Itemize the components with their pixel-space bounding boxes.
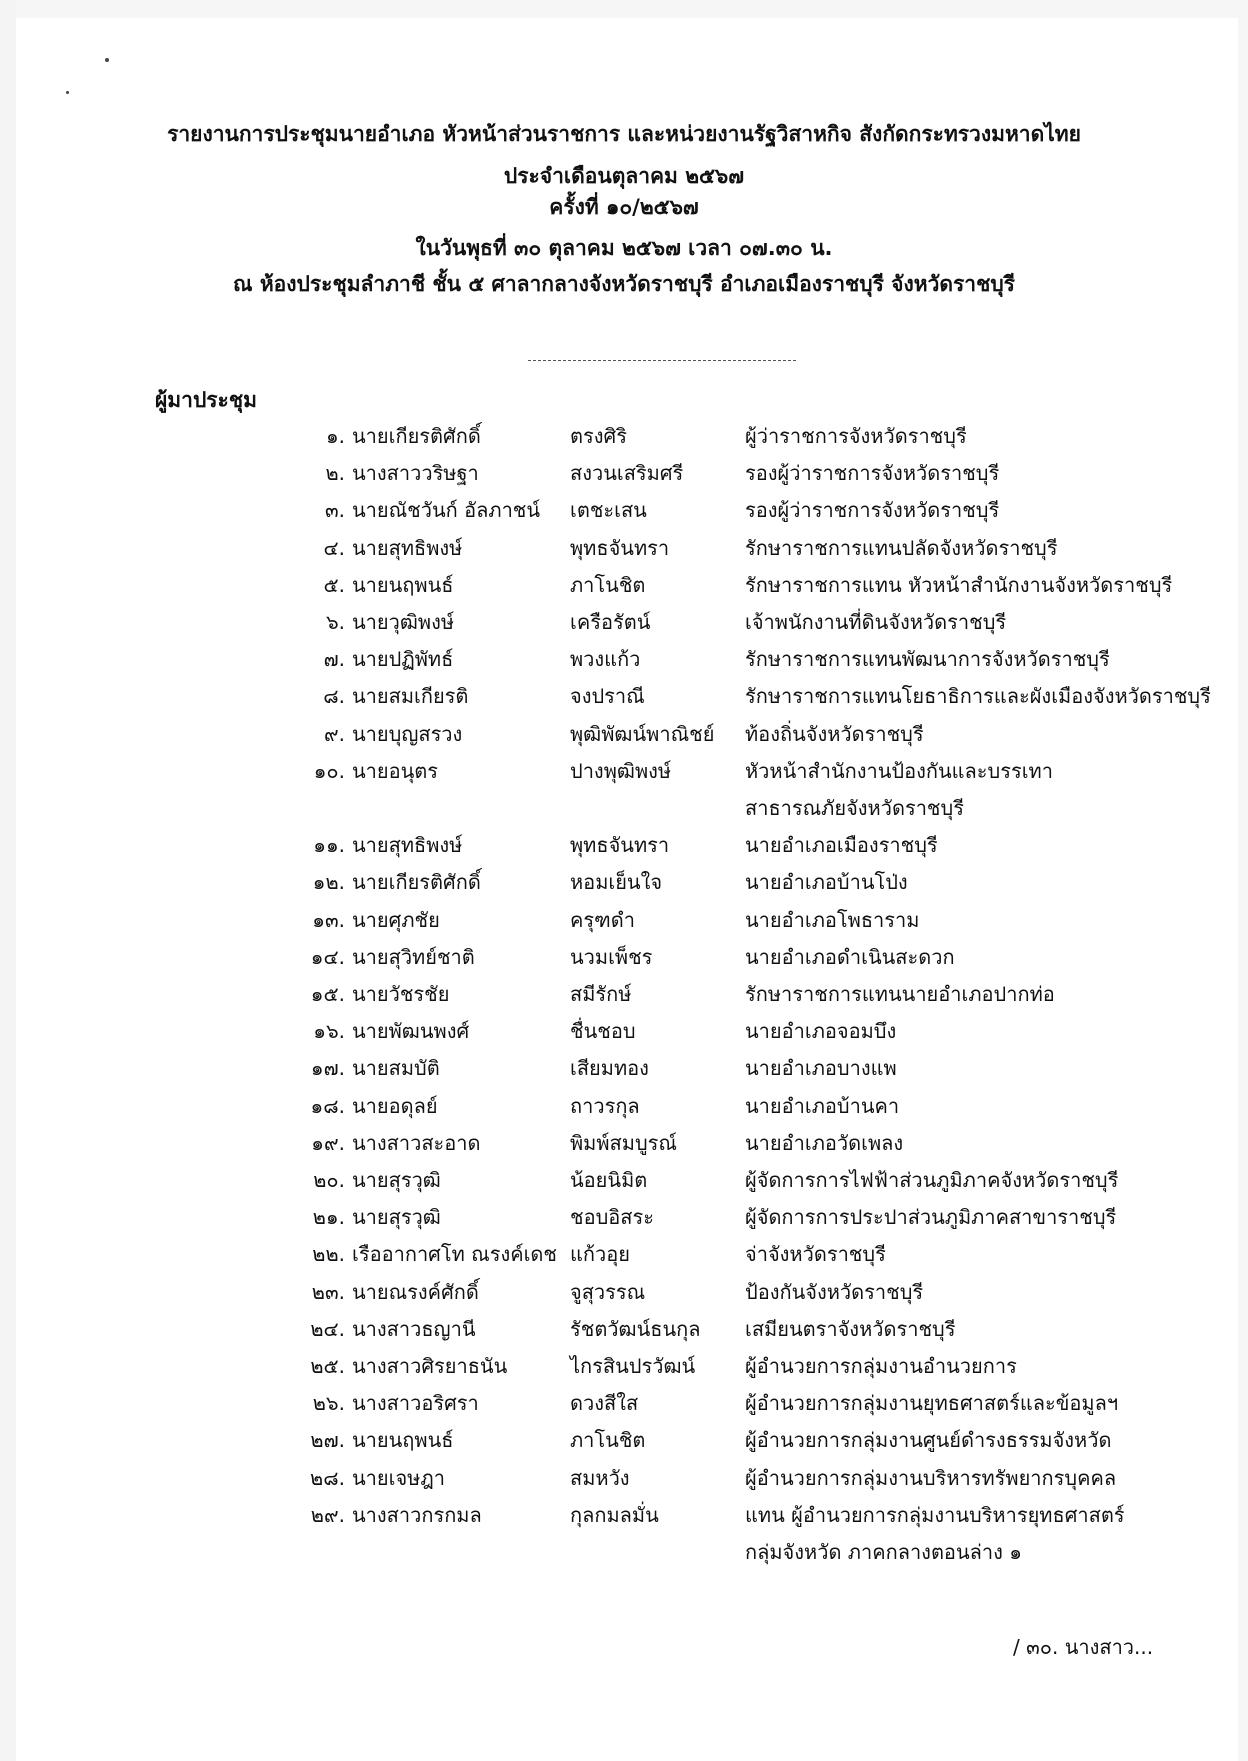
attendee-name: นายสุทธิพงษ์ bbox=[352, 833, 463, 858]
attendee-position: ท้องถิ่นจังหวัดราชบุรี bbox=[745, 721, 924, 746]
attendee-position: ผู้จัดการการไฟฟ้าส่วนภูมิภาคจังหวัดราชบุรี bbox=[745, 1168, 1119, 1192]
list-item bbox=[0, 976, 1248, 1013]
attendee-name: นางสาวสะอาด bbox=[352, 1130, 481, 1155]
list-item bbox=[0, 641, 1248, 678]
attendee-position: นายอำเภอวัดเพลง bbox=[745, 1130, 904, 1155]
attendee-position: หัวหน้าสำนักงานป้องกันและบรรเทา bbox=[745, 758, 1053, 783]
attendee-name: นายปฏิพัทธ์ bbox=[352, 647, 454, 672]
attendee-position: รักษาราชการแทนโยธาธิการและผังเมืองจังหวัดราชบุรี bbox=[745, 684, 1211, 709]
attendee-surname: ถาวรกุล bbox=[570, 1093, 640, 1118]
list-item bbox=[0, 1497, 1248, 1534]
list-item bbox=[0, 1534, 1248, 1571]
attendee-position: รักษาราชการแทนนายอำเภอปากท่อ bbox=[745, 982, 1055, 1006]
attendee-number: ๓. bbox=[324, 498, 345, 523]
attendee-surname: จงปราณี bbox=[570, 684, 645, 709]
attendee-surname: นวมเพ็ชร bbox=[570, 944, 653, 969]
attendee-name: นายสุทธิพงษ์ bbox=[352, 535, 463, 560]
list-item bbox=[0, 790, 1248, 827]
list-item bbox=[0, 1013, 1248, 1050]
attendee-number: ๖. bbox=[325, 610, 345, 634]
attendee-name: นายพัฒนพงศ์ bbox=[352, 1019, 470, 1044]
section-title-attendees: ผู้มาประชุม bbox=[155, 388, 257, 412]
list-item bbox=[0, 1460, 1248, 1497]
report-month: ประจำเดือนตุลาคม ๒๕๖๗ bbox=[503, 164, 745, 188]
attendee-number: ๒๕. bbox=[310, 1354, 345, 1378]
list-item bbox=[0, 678, 1248, 715]
meeting-location: ณ ห้องประชุมลำภาชี ชั้น ๕ ศาลากลางจังหวัดราชบุรี อำเภอเมืองราชบุรี จังหวัดราชบุรี bbox=[233, 272, 1015, 296]
attendee-surname: ไกรสินปรวัฒน์ bbox=[570, 1354, 696, 1378]
attendee-surname: ครุฑดำ bbox=[570, 907, 635, 932]
attendee-number: ๑๙. bbox=[311, 1130, 345, 1155]
attendee-position: ผู้อำนวยการกลุ่มงานศูนย์ดำรงธรรมจังหวัด bbox=[745, 1428, 1112, 1453]
attendee-surname: เตชะเสน bbox=[570, 498, 647, 523]
list-item bbox=[0, 1162, 1248, 1199]
attendee-surname: พุทธจันทรา bbox=[570, 833, 670, 858]
attendee-surname: เครือรัตน์ bbox=[570, 610, 651, 634]
attendee-number: ๑๔. bbox=[310, 944, 345, 969]
attendee-name: นายนฤพนธ์ bbox=[352, 1428, 454, 1453]
attendee-position: ผู้จัดการการประปาส่วนภูมิภาคสาขาราชบุรี bbox=[745, 1205, 1117, 1230]
list-item bbox=[0, 939, 1248, 976]
attendee-number: ๒๓. bbox=[311, 1279, 345, 1304]
list-item bbox=[0, 418, 1248, 455]
attendee-name: นายเกียรติศักดิ์ bbox=[352, 870, 481, 895]
attendee-number: ๗. bbox=[323, 647, 345, 672]
attendee-position: รองผู้ว่าราชการจังหวัดราชบุรี bbox=[745, 498, 1000, 523]
list-item bbox=[0, 864, 1248, 901]
attendee-name: นายเกียรติศักดิ์ bbox=[352, 424, 481, 448]
attendee-number: ๒๐. bbox=[313, 1168, 345, 1192]
attendee-surname: พุฒิพัฒน์พาณิชย์ bbox=[570, 721, 715, 746]
attendee-number: ๑๐. bbox=[313, 758, 345, 783]
attendee-position: นายอำเภอดำเนินสะดวก bbox=[745, 944, 955, 969]
attendee-name: นายนฤพนธ์ bbox=[352, 572, 454, 597]
attendee-position: ป้องกันจังหวัดราชบุรี bbox=[745, 1279, 924, 1304]
list-item bbox=[0, 1088, 1248, 1125]
attendee-surname: กุลกมลมั่น bbox=[570, 1502, 659, 1527]
attendee-position: นายอำเภอบ้านโป่ง bbox=[745, 870, 908, 895]
attendee-name: เรืออากาศโท ณรงค์เดช bbox=[352, 1242, 557, 1267]
attendee-number: ๒๑. bbox=[312, 1205, 345, 1230]
list-item bbox=[0, 716, 1248, 753]
attendee-position: รักษาราชการแทน หัวหน้าสำนักงานจังหวัดราชบุรี bbox=[745, 572, 1173, 597]
attendee-surname: ปางพุฒิพงษ์ bbox=[570, 758, 672, 783]
attendee-position: สาธารณภัยจังหวัดราชบุรี bbox=[745, 796, 964, 820]
attendee-surname: พุทธจันทรา bbox=[570, 535, 670, 560]
list-item bbox=[0, 530, 1248, 567]
attendee-number: ๑๕. bbox=[310, 982, 345, 1006]
divider-line bbox=[528, 360, 796, 361]
scan-speck bbox=[66, 91, 69, 94]
attendee-surname: หอมเย็นใจ bbox=[570, 870, 663, 895]
scan-speck bbox=[105, 58, 109, 62]
attendee-number: ๑. bbox=[325, 424, 345, 448]
attendee-surname: จูสุวรรณ bbox=[570, 1279, 646, 1304]
attendee-name: นายบุญสรวง bbox=[352, 721, 463, 746]
attendee-position: นายอำเภอบางแพ bbox=[745, 1056, 897, 1081]
attendee-name: นางสาวธญานี bbox=[352, 1316, 476, 1341]
attendee-position: รักษาราชการแทนพัฒนาการจังหวัดราชบุรี bbox=[745, 647, 1110, 672]
attendee-position: รองผู้ว่าราชการจังหวัดราชบุรี bbox=[745, 461, 1000, 486]
attendee-number: ๑๑. bbox=[313, 833, 345, 858]
attendee-name: นายสุรวุฒิ bbox=[352, 1205, 441, 1230]
list-item bbox=[0, 827, 1248, 864]
attendee-name: นางสาวศิรยาธนัน bbox=[352, 1354, 508, 1378]
attendee-surname: แก้วอุย bbox=[570, 1242, 630, 1267]
attendee-number: ๔. bbox=[323, 535, 345, 560]
attendee-name: นางสาวกรกมล bbox=[352, 1502, 482, 1527]
attendee-position: เสมียนตราจังหวัดราชบุรี bbox=[745, 1316, 956, 1341]
attendee-number: ๑๒. bbox=[312, 870, 345, 895]
attendee-name: นายเจษฎา bbox=[352, 1465, 446, 1490]
attendee-position: นายอำเภอจอมบึง bbox=[745, 1019, 897, 1044]
attendee-name: นายณัชวันก์ อัลภาชน์ bbox=[352, 498, 541, 523]
continuation-ref: / ๓๐. นางสาว... bbox=[1013, 1635, 1154, 1659]
attendee-number: ๒๙. bbox=[310, 1502, 345, 1527]
attendee-surname: ภาโนชิต bbox=[570, 1428, 646, 1453]
attendee-position: จ่าจังหวัดราชบุรี bbox=[745, 1242, 886, 1267]
attendee-number: ๑๘. bbox=[310, 1093, 345, 1118]
list-item bbox=[0, 1385, 1248, 1422]
attendee-name: นายสมบัติ bbox=[352, 1056, 440, 1081]
attendee-number: ๒๖. bbox=[312, 1391, 345, 1416]
report-title: รายงานการประชุมนายอำเภอ หัวหน้าส่วนราชการ และหน่วยงานรัฐวิสาหกิจ สังกัดกระทรวงมหาดไทย bbox=[167, 122, 1081, 146]
list-item bbox=[0, 1236, 1248, 1273]
attendee-surname: พิมพ์สมบูรณ์ bbox=[570, 1130, 677, 1155]
attendee-name: นายสมเกียรติ bbox=[352, 684, 469, 709]
list-item bbox=[0, 753, 1248, 790]
attendee-name: นายวุฒิพงษ์ bbox=[352, 610, 455, 634]
meeting-datetime: ในวันพุธที่ ๓๐ ตุลาคม ๒๕๖๗ เวลา ๐๗.๓๐ น. bbox=[415, 236, 833, 260]
attendee-name: นายณรงค์ศักดิ์ bbox=[352, 1279, 479, 1304]
attendee-name: นายศุภชัย bbox=[352, 907, 440, 932]
attendee-name: นายสุวิทย์ชาติ bbox=[352, 944, 475, 969]
attendee-surname: ภาโนชิต bbox=[570, 572, 646, 597]
attendee-number: ๒๘. bbox=[310, 1465, 345, 1490]
list-item bbox=[0, 1422, 1248, 1459]
list-item bbox=[0, 1050, 1248, 1087]
attendee-number: ๑๖. bbox=[313, 1019, 345, 1044]
attendee-position: แทน ผู้อำนวยการกลุ่มงานบริหารยุทธศาสตร์ bbox=[745, 1502, 1125, 1527]
attendee-surname: น้อยนิมิต bbox=[570, 1168, 648, 1192]
list-item bbox=[0, 455, 1248, 492]
attendee-number: ๕. bbox=[323, 572, 345, 597]
list-item bbox=[0, 1311, 1248, 1348]
attendee-surname: รัชตวัฒน์ธนกุล bbox=[570, 1316, 701, 1341]
attendee-name: นางสาววริษฐา bbox=[352, 461, 479, 486]
attendee-number: ๘. bbox=[323, 684, 345, 709]
scan-edge-top bbox=[0, 0, 1248, 18]
attendee-surname: สมหวัง bbox=[570, 1465, 630, 1490]
attendee-surname: สงวนเสริมศรี bbox=[570, 461, 684, 486]
attendee-name: นายอดุลย์ bbox=[352, 1093, 438, 1118]
attendee-position: กลุ่มจังหวัด ภาคกลางตอนล่าง ๑ bbox=[745, 1540, 1022, 1564]
attendee-name: นายอนุตร bbox=[352, 758, 439, 783]
attendee-number: ๒๒. bbox=[312, 1242, 345, 1267]
attendee-name: นางสาวอริศรา bbox=[352, 1391, 479, 1416]
list-item bbox=[0, 1348, 1248, 1385]
list-item bbox=[0, 492, 1248, 529]
attendee-number: ๑๗. bbox=[310, 1056, 345, 1081]
attendee-surname: ตรงศิริ bbox=[570, 424, 627, 448]
attendee-position: เจ้าพนักงานที่ดินจังหวัดราชบุรี bbox=[745, 610, 1007, 634]
attendee-position: นายอำเภอเมืองราชบุรี bbox=[745, 833, 938, 858]
attendee-number: ๑๓. bbox=[312, 907, 345, 932]
list-item bbox=[0, 567, 1248, 604]
attendee-surname: ดวงสีใส bbox=[570, 1391, 639, 1416]
attendee-position: ผู้ว่าราชการจังหวัดราชบุรี bbox=[745, 424, 967, 448]
attendee-surname: สมีรักษ์ bbox=[570, 982, 632, 1006]
attendee-position: ผู้อำนวยการกลุ่มงานยุทธศาสตร์และข้อมูลฯ bbox=[745, 1391, 1119, 1416]
attendee-surname: ชอบอิสระ bbox=[570, 1205, 654, 1230]
meeting-number: ครั้งที่ ๑๐/๒๕๖๗ bbox=[549, 195, 699, 219]
attendee-position: ผู้อำนวยการกลุ่มงานบริหารทรัพยากรบุคคล bbox=[745, 1465, 1117, 1490]
list-item bbox=[0, 902, 1248, 939]
attendee-surname: พวงแก้ว bbox=[570, 647, 641, 672]
list-item bbox=[0, 1125, 1248, 1162]
attendee-position: นายอำเภอบ้านคา bbox=[745, 1093, 900, 1118]
attendee-position: รักษาราชการแทนปลัดจังหวัดราชบุรี bbox=[745, 535, 1058, 560]
list-item bbox=[0, 1274, 1248, 1311]
attendee-position: ผู้อำนวยการกลุ่มงานอำนวยการ bbox=[745, 1354, 1017, 1378]
attendee-surname: ชื่นชอบ bbox=[570, 1019, 636, 1044]
attendee-number: ๒๗. bbox=[310, 1428, 345, 1453]
list-item bbox=[0, 604, 1248, 641]
attendee-name: นายวัชรชัย bbox=[352, 982, 450, 1006]
attendee-position: นายอำเภอโพธาราม bbox=[745, 907, 920, 932]
attendee-number: ๒. bbox=[325, 461, 345, 486]
list-item bbox=[0, 1199, 1248, 1236]
attendee-surname: เสียมทอง bbox=[570, 1056, 649, 1081]
attendee-number: ๙. bbox=[323, 721, 345, 746]
attendee-name: นายสุรวุฒิ bbox=[352, 1168, 441, 1192]
attendee-number: ๒๔. bbox=[310, 1316, 345, 1341]
